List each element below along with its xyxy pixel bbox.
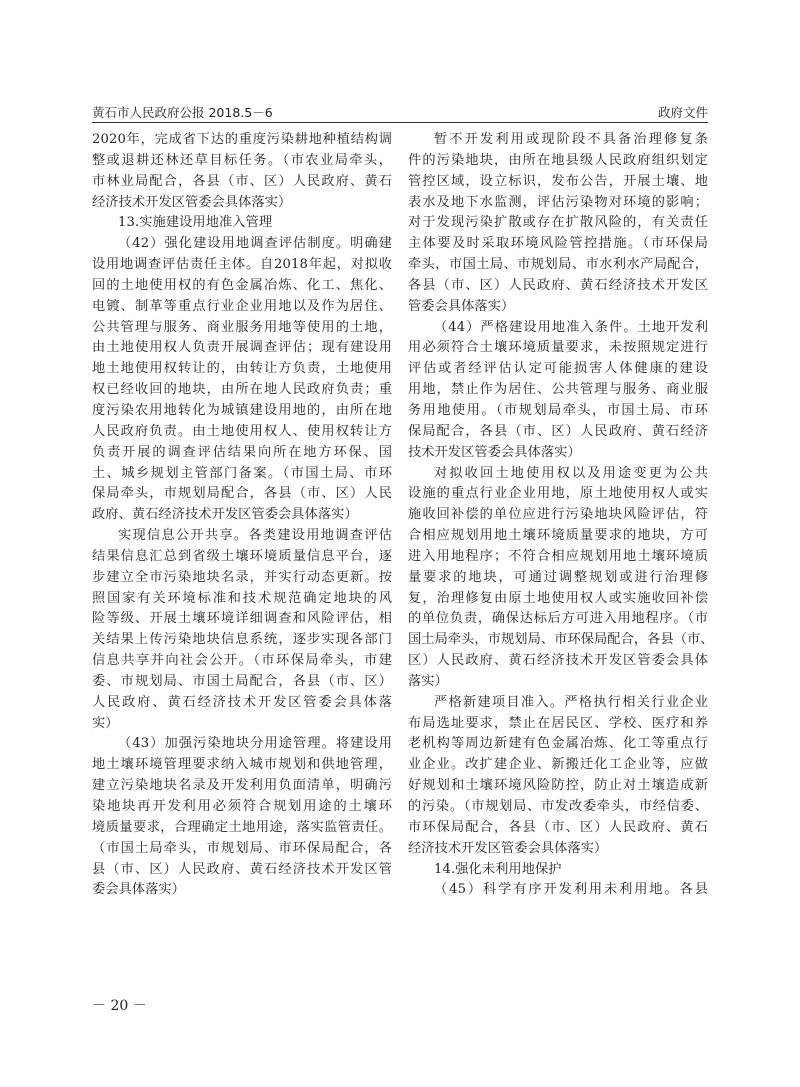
text-line: 建立污染地块名录及开发利用负面清单，明确污	[92, 778, 392, 794]
text-line: 暂不开发利用或现阶段不具备治理修复条	[434, 132, 708, 147]
text-line: 地土壤环境管理要求纳入城市规划和供地管理，	[92, 757, 392, 773]
text-line: 权已经收回的地块，由所在地人民政府负责；重	[92, 382, 392, 398]
header-rule	[92, 122, 708, 123]
text-line: 落实）	[408, 673, 448, 689]
left-column	[92, 130, 392, 901]
section-heading: 14.强化未利用地保护	[434, 861, 562, 877]
text-line: 步建立全市污染地块名录，并实行动态更新。按	[92, 569, 392, 585]
section-title: 政府文件	[657, 105, 708, 120]
text-line: 复，治理修复由原土地使用权人或实施收回补偿	[408, 590, 708, 606]
text-line: 委会具体落实）	[92, 882, 186, 898]
text-line: 结果信息汇总到省级土壤环境质量信息平台，逐	[92, 548, 392, 564]
text-line: 评估或者经评估认定可能损害人体健康的建设	[408, 361, 708, 377]
text-line: 电镀、制革等重点行业企业用地以及作为居住、	[92, 298, 392, 314]
text-line: 对拟收回土地使用权以及用途变更为公共	[434, 465, 708, 481]
text-line: 人民政府、黄石经济技术开发区管委会具体落	[92, 694, 392, 710]
text-line: 主体要及时采取环境风险管控措施。（市环保局	[408, 236, 708, 252]
text-line: 市环保局配合，各县（市、区）人民政府、黄石	[408, 819, 708, 835]
page-number: － 20 －	[92, 998, 147, 1014]
text-line: 的单位负责，确保达标后方可进入用地程序。（市	[408, 611, 708, 627]
text-line: 经济技术开发区管委会具体落实）	[92, 194, 292, 210]
text-line: 经济技术开发区管委会具体落实）	[408, 840, 608, 856]
page-header	[92, 101, 708, 121]
text-line: 境质量要求，合理确定土地用途，落实监管责任。	[92, 819, 392, 835]
text-line: 染地块再开发利用必须符合规划用途的土壤环	[92, 799, 392, 814]
text-line: 业企业。改扩建企业、新搬迁化工企业等，应做	[408, 757, 708, 773]
text-line: 保局配合，各县（市、区）人民政府、黄石经济	[408, 423, 708, 439]
text-line: 技术开发区管委会具体落实）	[408, 444, 581, 460]
text-line: 管控区域，设立标识，发布公告，开展土壤、地	[408, 173, 708, 189]
text-line: 各县（市、区）人民政府、黄石经济技术开发区	[408, 277, 708, 293]
text-line: 布局选址要求，禁止在居民区、学校、医疗和养	[408, 715, 708, 731]
text-line: 对于发现污染扩散或存在扩散风险的，有关责任	[408, 215, 708, 231]
text-line: 度污染农用地转化为城镇建设用地的，由所在地	[92, 402, 392, 418]
journal-title: 黄石市人民政府公报 2018.5－6	[92, 105, 273, 120]
text-line: （42）强化建设用地调查评估制度。明确建	[118, 236, 392, 252]
text-line: 管委会具体落实）	[408, 298, 515, 314]
text-line: 回的土地使用权的有色金属冶炼、化工、焦化、	[92, 277, 392, 293]
text-line: 人民政府负责。由土地使用权人、使用权转让方	[92, 423, 392, 439]
text-line: 件的污染地块，由所在地县级人民政府组织划定	[408, 152, 708, 168]
text-line: 好规划和土壤环境风险防控，防止对土壤造成新	[408, 778, 708, 794]
text-line: （43）加强污染地块分用途管理。将建设用	[118, 736, 392, 752]
text-line: 由土地使用权人负责开展调查评估；现有建设用	[92, 340, 392, 356]
text-line: 实）	[92, 715, 119, 731]
text-line: 严格新建项目准入。严格执行相关行业企业	[434, 694, 708, 710]
text-line: 市林业局配合，各县（市、区）人民政府、黄石	[92, 173, 392, 189]
section-heading: 13.实施建设用地准入管理	[118, 215, 273, 231]
text-line: 信息共享并向社会公开。（市环保局牵头，市建	[92, 653, 392, 669]
text-line: 的污染。（市规划局、市发改委牵头，市经信委、	[408, 799, 708, 814]
text-line: 整或退耕还林还草目标任务。（市农业局牵头，	[92, 152, 392, 168]
text-line: 政府、黄石经济技术开发区管委会具体落实）	[92, 507, 358, 523]
text-line: 险等级、开展土壤环境详细调查和风险评估，相	[92, 611, 392, 627]
text-line: 表水及地下水监测，评估污染物对环境的影响；	[408, 194, 708, 210]
text-line: 土、城乡规划主管部门备案。（市国土局、市环	[92, 465, 392, 481]
text-line: （市国土局牵头，市规划局、市环保局配合，各	[92, 840, 392, 856]
text-line: 委、市规划局、市国土局配合，各县（市、区）	[92, 673, 392, 689]
text-line: 县（市、区）人民政府、黄石经济技术开发区管	[92, 861, 392, 877]
text-line: 用必须符合土壤环境质量要求，未按照规定进行	[408, 340, 708, 356]
text-line: 量要求的地块，可通过调整规划或进行治理修	[408, 569, 708, 585]
text-line: 实现信息公开共享。各类建设用地调查评估	[118, 528, 392, 544]
text-line: 2020年，完成省下达的重度污染耕地种植结构调	[92, 132, 392, 147]
text-line: 合相应规划用地土壤环境质量要求的地块，方可	[408, 528, 708, 544]
text-line: 国土局牵头，市规划局、市环保局配合，各县（市、	[408, 632, 714, 648]
text-line: 照国家有关环境标准和技术规范确定地块的风	[92, 590, 392, 606]
text-line: 负责开展的调查评估结果向所在地方环保、国	[92, 444, 392, 460]
text-line: （45）科学有序开发利用未利用地。各县	[434, 882, 708, 898]
text-line: 老机构等周边新建有色金属冶炼、化工等重点行	[408, 736, 708, 752]
text-line: 设施的重点行业企业用地，原土地使用权人或实	[408, 486, 708, 502]
text-line: 设用地调查评估责任主体。自2018年起，对拟收	[92, 257, 392, 273]
text-line: 进入用地程序；不符合相应规划用地土壤环境质	[408, 548, 708, 564]
text-line: 关结果上传污染地块信息系统，逐步实现各部门	[92, 632, 392, 648]
text-line: 地土地使用权转让的，由转让方负责，土地使用	[92, 361, 392, 377]
text-line: 用地，禁止作为居住、公共管理与服务、商业服	[408, 382, 708, 398]
text-line: 公共管理与服务、商业服务用地等使用的土地，	[92, 319, 392, 335]
text-line: 牵头，市国土局、市规划局、市水利水产局配合，	[408, 257, 708, 273]
text-line: 务用地使用。（市规划局牵头，市国土局、市环	[408, 402, 708, 418]
text-line: 施收回补偿的单位应进行污染地块风险评估，符	[408, 507, 708, 523]
text-line: 保局牵头，市规划局配合，各县（市、区）人民	[92, 486, 392, 502]
text-line: （44）严格建设用地准入条件。土地开发利	[434, 319, 708, 335]
right-column	[408, 130, 714, 901]
text-line: 区）人民政府、黄石经济技术开发区管委会具体	[408, 653, 708, 669]
